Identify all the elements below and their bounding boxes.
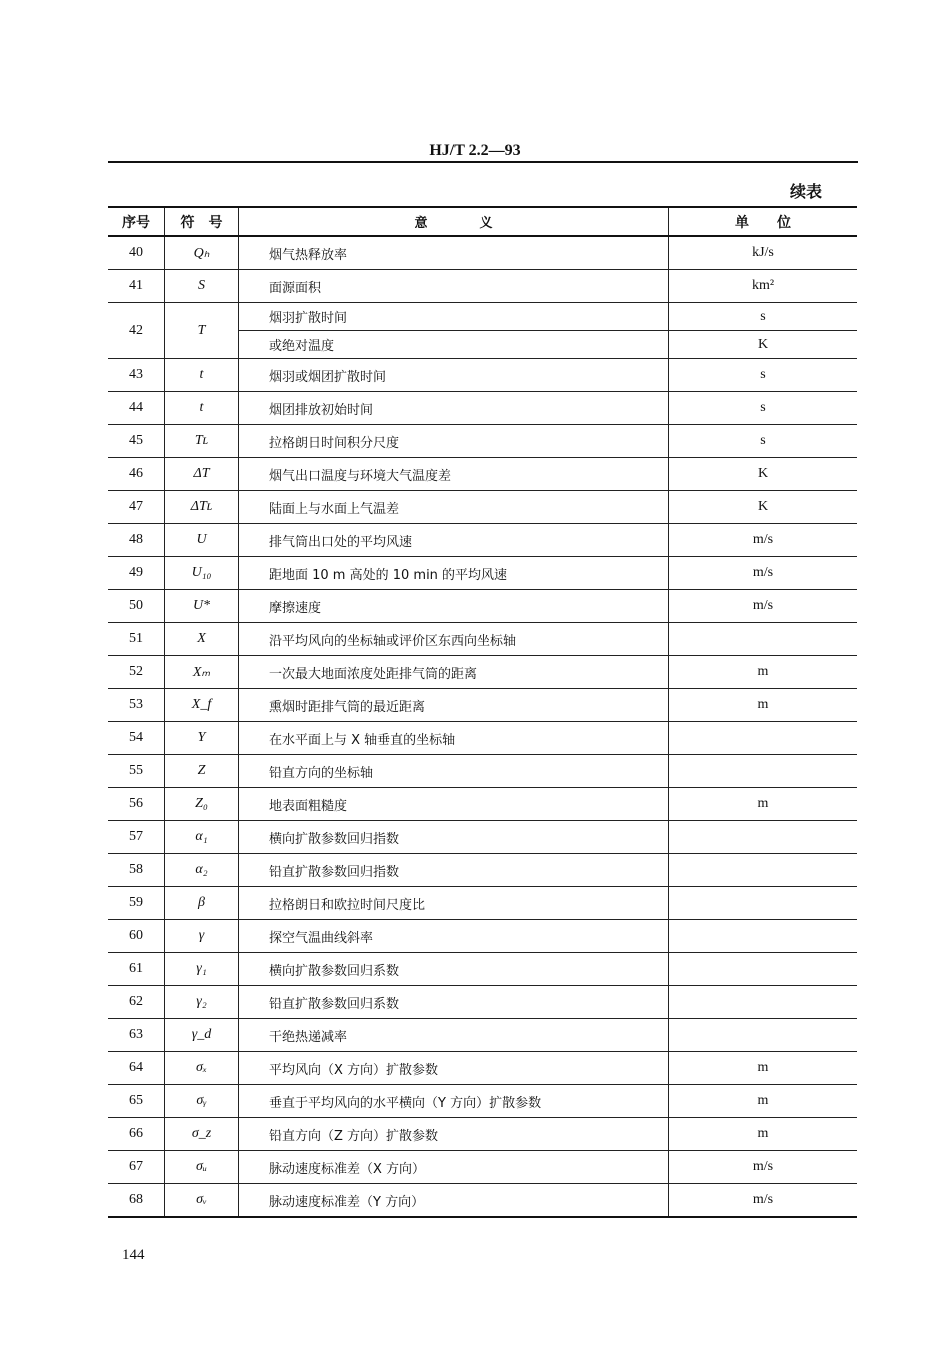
row-number: 49 [108, 557, 165, 590]
row-symbol: X [165, 623, 239, 656]
row-unit [669, 953, 858, 986]
row-meaning: 面源面积 [239, 270, 669, 303]
row-number: 43 [108, 359, 165, 392]
row-meaning: 距地面 10 m 高处的 10 min 的平均风速 [239, 557, 669, 590]
row-number: 67 [108, 1151, 165, 1184]
table-row [108, 1118, 857, 1151]
row-number: 62 [108, 986, 165, 1019]
header-rule [108, 161, 858, 163]
table-header-row [108, 207, 857, 236]
row-number: 64 [108, 1052, 165, 1085]
row-symbol: X_f [165, 689, 239, 722]
row-symbol: t [165, 359, 239, 392]
row-symbol: β [165, 887, 239, 920]
row-symbol: ΔT [165, 458, 239, 491]
row-unit [669, 1019, 858, 1052]
table-body [108, 236, 857, 1217]
page-number: 144 [122, 1247, 145, 1263]
row-unit: kJ/s [669, 236, 858, 270]
table-row [108, 1085, 857, 1118]
table-row [108, 623, 857, 656]
row-symbol: σᵧ [165, 1085, 239, 1118]
row-meaning: 烟羽或烟团扩散时间 [239, 359, 669, 392]
row-unit: K [669, 491, 858, 524]
row-unit [669, 755, 858, 788]
row-unit [669, 722, 858, 755]
row-unit [669, 887, 858, 920]
row-meaning: 拉格朗日时间积分尺度 [239, 425, 669, 458]
row-meaning: 一次最大地面浓度处距排气筒的距离 [239, 656, 669, 689]
row-symbol: t [165, 392, 239, 425]
row-number: 66 [108, 1118, 165, 1151]
column-header-unit: 单 位 [669, 207, 858, 236]
row-number: 48 [108, 524, 165, 557]
table-row [108, 1184, 857, 1218]
row-unit: s [669, 425, 858, 458]
column-header-meaning: 意 义 [239, 207, 669, 236]
table-row [108, 887, 857, 920]
document-code-header: HJ/T 2.2—93 [429, 142, 521, 159]
row-number: 50 [108, 590, 165, 623]
row-number: 52 [108, 656, 165, 689]
row-meaning: 铅直方向的坐标轴 [239, 755, 669, 788]
row-symbol: Y [165, 722, 239, 755]
row-unit: m [669, 788, 858, 821]
table-row [108, 557, 857, 590]
row-unit: m/s [669, 557, 858, 590]
row-meaning: 摩擦速度 [239, 590, 669, 623]
row-symbol: T [165, 303, 239, 359]
table-row [108, 1151, 857, 1184]
row-number: 44 [108, 392, 165, 425]
row-meaning: 横向扩散参数回归系数 [239, 953, 669, 986]
row-symbol: σ_z [165, 1118, 239, 1151]
row-meaning: 探空气温曲线斜率 [239, 920, 669, 953]
row-number: 60 [108, 920, 165, 953]
row-unit: km² [669, 270, 858, 303]
row-number: 54 [108, 722, 165, 755]
table-row [108, 788, 857, 821]
row-meaning: 铅直扩散参数回归系数 [239, 986, 669, 1019]
row-meaning: 平均风向（X 方向）扩散参数 [239, 1052, 669, 1085]
row-unit [669, 821, 858, 854]
row-symbol: Xₘ [165, 656, 239, 689]
row-unit: K [669, 331, 858, 359]
table-row [108, 303, 857, 331]
row-meaning: 脉动速度标准差（X 方向） [239, 1151, 669, 1184]
row-symbol: α₂ [165, 854, 239, 887]
row-unit: m/s [669, 1184, 858, 1218]
continued-table-label: 续表 [790, 182, 823, 201]
table-row [108, 722, 857, 755]
row-unit: m [669, 656, 858, 689]
row-symbol: U₁₀ [165, 557, 239, 590]
row-unit: m [669, 1085, 858, 1118]
row-unit [669, 986, 858, 1019]
row-meaning: 陆面上与水面上气温差 [239, 491, 669, 524]
table-row [108, 689, 857, 722]
table-row [108, 270, 857, 303]
row-meaning: 排气筒出口处的平均风速 [239, 524, 669, 557]
row-meaning: 或绝对温度 [239, 331, 669, 359]
row-symbol: U* [165, 590, 239, 623]
row-symbol: σᵤ [165, 1151, 239, 1184]
row-number: 59 [108, 887, 165, 920]
row-meaning: 烟气热释放率 [239, 236, 669, 270]
row-number: 41 [108, 270, 165, 303]
table-row [108, 590, 857, 623]
table-row [108, 821, 857, 854]
row-meaning: 铅直方向（Z 方向）扩散参数 [239, 1118, 669, 1151]
row-symbol: S [165, 270, 239, 303]
row-symbol: γ [165, 920, 239, 953]
row-meaning: 地表面粗糙度 [239, 788, 669, 821]
row-meaning: 脉动速度标准差（Y 方向） [239, 1184, 669, 1218]
row-unit: m [669, 689, 858, 722]
table-row [108, 392, 857, 425]
row-number: 46 [108, 458, 165, 491]
row-unit [669, 920, 858, 953]
row-unit: K [669, 458, 858, 491]
row-symbol: α₁ [165, 821, 239, 854]
row-symbol: σₓ [165, 1052, 239, 1085]
table-row [108, 755, 857, 788]
row-number: 51 [108, 623, 165, 656]
table-row [108, 425, 857, 458]
row-number: 53 [108, 689, 165, 722]
row-number: 47 [108, 491, 165, 524]
row-unit: m/s [669, 590, 858, 623]
table-row [108, 458, 857, 491]
row-unit [669, 854, 858, 887]
row-meaning: 垂直于平均风向的水平横向（Y 方向）扩散参数 [239, 1085, 669, 1118]
row-symbol: Tʟ [165, 425, 239, 458]
row-symbol: σᵥ [165, 1184, 239, 1218]
row-number: 58 [108, 854, 165, 887]
row-meaning: 在水平面上与 X 轴垂直的坐标轴 [239, 722, 669, 755]
symbol-table [108, 206, 857, 1218]
table-row [108, 656, 857, 689]
table-row [108, 920, 857, 953]
column-header-symbol: 符 号 [165, 207, 239, 236]
table-row [108, 1019, 857, 1052]
table-row [108, 953, 857, 986]
row-symbol: γ_d [165, 1019, 239, 1052]
table-row [108, 491, 857, 524]
row-unit: s [669, 392, 858, 425]
row-meaning: 烟羽扩散时间 [239, 303, 669, 331]
row-meaning: 干绝热递减率 [239, 1019, 669, 1052]
row-meaning: 烟气出口温度与环境大气温度差 [239, 458, 669, 491]
row-unit: s [669, 359, 858, 392]
table-row [108, 359, 857, 392]
column-header-number: 序号 [108, 207, 165, 236]
row-number: 45 [108, 425, 165, 458]
row-symbol: Z [165, 755, 239, 788]
table-row [108, 524, 857, 557]
table-row [108, 854, 857, 887]
row-unit: s [669, 303, 858, 331]
row-number: 56 [108, 788, 165, 821]
row-symbol: U [165, 524, 239, 557]
row-unit [669, 623, 858, 656]
row-meaning: 熏烟时距排气筒的最近距离 [239, 689, 669, 722]
row-symbol: γ₂ [165, 986, 239, 1019]
row-number: 55 [108, 755, 165, 788]
row-unit: m/s [669, 1151, 858, 1184]
row-meaning: 拉格朗日和欧拉时间尺度比 [239, 887, 669, 920]
row-meaning: 铅直扩散参数回归指数 [239, 854, 669, 887]
row-number: 40 [108, 236, 165, 270]
row-meaning: 烟团排放初始时间 [239, 392, 669, 425]
table-row [108, 1052, 857, 1085]
row-meaning: 沿平均风向的坐标轴或评价区东西向坐标轴 [239, 623, 669, 656]
row-number: 68 [108, 1184, 165, 1218]
row-unit: m [669, 1052, 858, 1085]
row-unit: m [669, 1118, 858, 1151]
table-row [108, 236, 857, 270]
row-number: 57 [108, 821, 165, 854]
row-symbol: Z₀ [165, 788, 239, 821]
row-number: 42 [108, 303, 165, 359]
row-meaning: 横向扩散参数回归指数 [239, 821, 669, 854]
row-number: 61 [108, 953, 165, 986]
row-number: 65 [108, 1085, 165, 1118]
row-symbol: Qₕ [165, 236, 239, 270]
table-row [108, 986, 857, 1019]
row-symbol: γ₁ [165, 953, 239, 986]
row-number: 63 [108, 1019, 165, 1052]
row-symbol: ΔTʟ [165, 491, 239, 524]
row-unit: m/s [669, 524, 858, 557]
